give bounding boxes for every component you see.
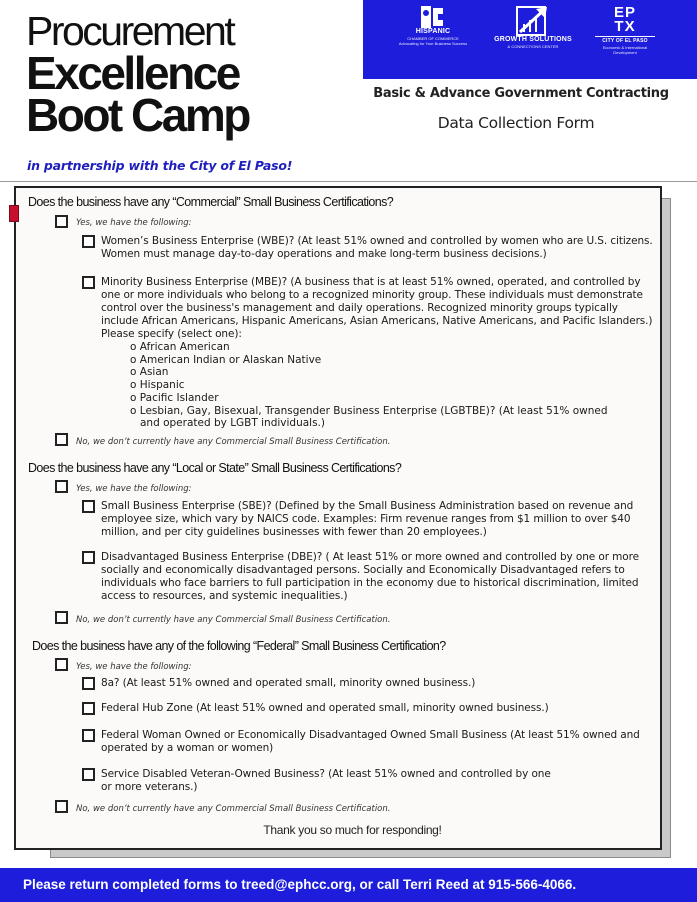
checkbox-commercial-yes[interactable] xyxy=(55,215,68,228)
gs-subname: & CONNECTIONS CENTER xyxy=(507,44,559,49)
title-line-boot-camp: Boot Camp xyxy=(26,89,249,141)
sdvosb-line-2: or more veterans.) xyxy=(101,781,198,793)
sponsor-logo-banner xyxy=(363,0,697,79)
checkbox-hubzone[interactable] xyxy=(82,702,95,715)
label-sdvosb xyxy=(101,768,656,794)
label-commercial-yes: Yes, we have the following: xyxy=(76,218,192,228)
question-federal: Does the business have any of the following “Federal” Small Business Certification? xyxy=(32,639,446,653)
checkbox-8a[interactable] xyxy=(82,677,95,690)
hcc-emblem-icon xyxy=(421,6,445,28)
partnership-tagline: in partnership with the City of El Paso! xyxy=(27,158,293,173)
form-title: Data Collection Form xyxy=(437,114,595,132)
growth-arrow-icon xyxy=(516,6,550,36)
city-of-el-paso-logo xyxy=(595,6,655,55)
checkbox-mbe[interactable] xyxy=(82,276,95,289)
label-federal-no: No, we don’t currently have any Commercial Small Business Certification. xyxy=(76,804,391,814)
label-wosb: Federal Woman Owned or Economically Disadvantaged Owned Small Business (At least 51% owned and operated by a woman or women) xyxy=(101,729,640,754)
thank-you-message: Thank you so much for responding! xyxy=(263,823,442,837)
hcc-name: HISPANIC xyxy=(415,28,451,35)
label-local-no: No, we don’t currently have any Commercial Small Business Certification. xyxy=(76,615,391,625)
label-dbe: Disadvantaged Business Enterprise (DBE)? ( At least 51% or more owned and controlled by one or more socially and economically disadvantaged persons. Socially and Economically Disadvantaged refers to individuals who face barriers to full participation in the economy due to historical discrimination, limited access to resources, and systemic inequalities.) xyxy=(101,551,639,602)
checkbox-wbe[interactable] xyxy=(82,235,95,248)
sdvosb-line-1: Service Disabled Veteran-Owned Business? (At least 51% owned and controlled by one xyxy=(101,768,551,780)
lgbtbe-continuation: and operated by LGBT individuals.) xyxy=(140,417,325,430)
header-divider xyxy=(0,181,697,182)
label-8a: 8a? (At least 51% owned and operated small, minority owned business.) xyxy=(101,677,476,689)
label-local-yes: Yes, we have the following: xyxy=(76,484,192,494)
question-local-state: Does the business have any “Local or State” Small Business Certifications? xyxy=(28,461,402,475)
checkbox-wosb[interactable] xyxy=(82,729,95,742)
minority-group-list xyxy=(130,341,608,430)
growth-solutions-logo xyxy=(483,6,583,49)
label-federal-yes: Yes, we have the following: xyxy=(76,662,192,672)
minority-group-pacific-islander[interactable]: o Pacific Islander xyxy=(130,391,219,404)
label-wbe: Women’s Business Enterprise (WBE)? (At least 51% owned and controlled by women who are U.S. citizens. Women must manage day-to-day operations and make long-term business decisions.) xyxy=(101,235,653,260)
minority-group-hispanic[interactable]: o Hispanic xyxy=(130,379,185,392)
checkbox-federal-yes[interactable] xyxy=(55,658,68,671)
label-sbe: Small Business Enterprise (SBE)? (Defined by the Small Business Administration based on revenue and employee size, which vary by NAICS code. Examples: Firm revenue ranges from $1 million to over $40 million, and per city guidelines businesses with fewer than 20 employees.) xyxy=(101,500,634,538)
label-mbe-specify: Please specify (select one): xyxy=(101,328,242,340)
form-subtitle: Basic & Advance Government Contracting xyxy=(373,86,669,101)
minority-group-american-indian[interactable]: o American Indian or Alaskan Native xyxy=(130,353,322,366)
hcc-subname: CHAMBER OF COMMERCE xyxy=(407,36,459,41)
ep-mark-top: EP xyxy=(613,4,636,21)
hcc-tagline: Advocating for Your Business Success xyxy=(398,41,468,46)
title-line-excellence: Excellence xyxy=(26,47,239,99)
minority-group-asian[interactable]: o Asian xyxy=(130,366,169,379)
red-bookmark-marker xyxy=(9,205,19,222)
checkbox-commercial-no[interactable] xyxy=(55,433,68,446)
ep-mark-bottom: TX xyxy=(614,18,636,35)
minority-group-african-american[interactable]: o African American xyxy=(130,341,230,353)
label-mbe: Minority Business Enterprise (MBE)? (A business that is at least 51% owned, operated, and controlled by one or more individuals who belong to a recognized minority group. These individuals must demonstrate control over the business's management and daily operations. Recognized minority groups typically include African Americans, Hispanic Americans, Asian Americans, Native Americans, and Pacific Islanders.) xyxy=(101,276,653,327)
checkbox-federal-no[interactable] xyxy=(55,800,68,813)
title-line-procurement: Procurement xyxy=(26,8,234,54)
checkbox-dbe[interactable] xyxy=(82,551,95,564)
checkbox-sdvosb[interactable] xyxy=(82,768,95,781)
event-title xyxy=(26,8,326,141)
ep-name: CITY OF EL PASO xyxy=(595,36,655,45)
checkbox-local-yes[interactable] xyxy=(55,480,68,493)
label-commercial-no: No, we don’t currently have any Commercial Small Business Certification. xyxy=(76,437,391,447)
gs-name: GROWTH SOLUTIONS xyxy=(494,36,572,43)
checkbox-local-no[interactable] xyxy=(55,611,68,624)
contact-footer: Please return completed forms to treed@ephcc.org, or call Terri Reed at 915-566-4066. xyxy=(0,868,697,902)
ep-department: Economic & International Development xyxy=(602,45,648,55)
hispanic-chamber-logo xyxy=(393,6,473,46)
minority-group-lgbtbe[interactable]: o Lesbian, Gay, Bisexual, Transgender Business Enterprise (LGBTBE)? (At least 51% owned xyxy=(130,404,608,417)
label-hubzone: Federal Hub Zone (At least 51% owned and operated small, minority owned business.) xyxy=(101,702,549,714)
checkbox-sbe[interactable] xyxy=(82,500,95,513)
question-commercial: Does the business have any “Commercial” Small Business Certifications? xyxy=(28,195,394,209)
